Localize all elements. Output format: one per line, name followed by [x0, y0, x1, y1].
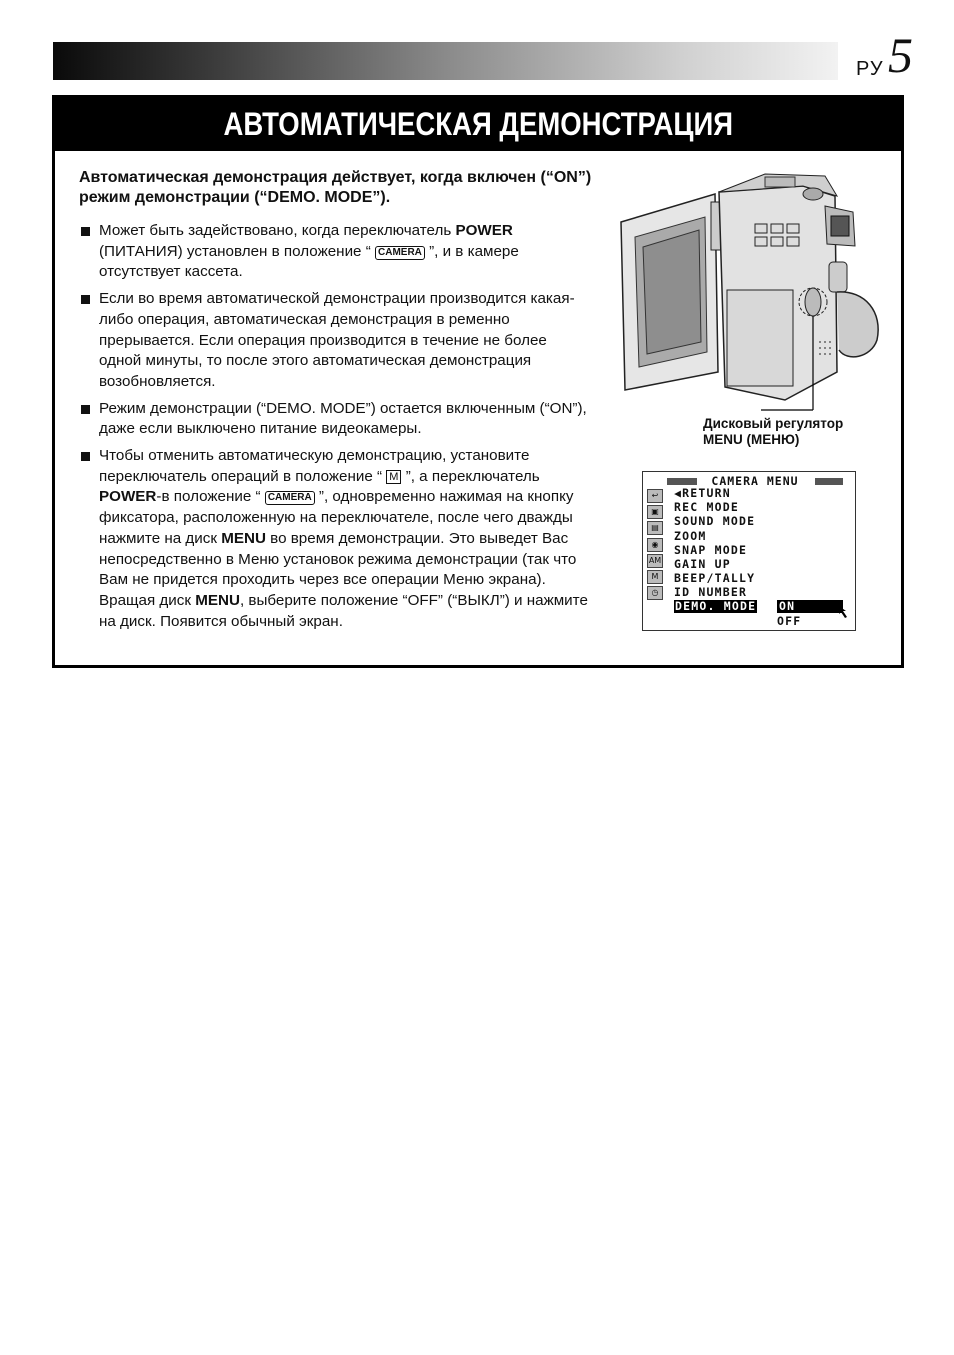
list-item: Режим демонстрации (“DEMO. MODE”) остается включенным (“ON”), даже если выключено питание видеокамеры. [79, 399, 593, 440]
page-number: 5 [888, 27, 913, 83]
rec-mode-icon: ▣ [647, 505, 663, 519]
option-off[interactable]: OFF [777, 614, 802, 628]
zoom-icon: ◉ [647, 538, 663, 552]
section-title-bar [55, 98, 901, 151]
bullet-square-icon [81, 295, 90, 304]
header-gradient-bar [53, 42, 838, 80]
menu-item-beep-tally[interactable]: BEEP/TALLY [674, 571, 756, 586]
menu-item-snap-mode[interactable]: SNAP MODE [674, 542, 748, 557]
manual-mode-tag: M [386, 470, 401, 484]
list-item: Может быть задействовано, когда переключатель POWER (ПИТАНИЯ) установлен в положение “ CAMERA ”, и в камере отсутствует кассета. [79, 221, 593, 283]
auto-manual-icon: AM [647, 554, 663, 568]
bullet-square-icon [81, 405, 90, 414]
menu-item-sound-mode[interactable]: SOUND MODE [674, 514, 756, 529]
camera-mode-tag: CAMERA [375, 246, 425, 260]
menu-side-icons [647, 489, 663, 602]
sound-icon: ▤ [647, 521, 663, 535]
menu-item-demo-mode[interactable]: DEMO. MODE [675, 599, 757, 613]
camera-mode-tag: CAMERA [265, 491, 315, 505]
option-on[interactable]: ON [777, 600, 843, 613]
menu-item-list [674, 486, 755, 600]
content-frame [52, 95, 904, 668]
list-item: Если во время автоматической демонстрации производится какая-либо операция, автоматическая демонстрация в ременно прерывается. Если операция производится в течение не более одной минуты, то после этого автоматическая демонстрация возобновляется. [79, 289, 593, 393]
menu-item-rec-mode[interactable]: REC MODE [674, 500, 739, 515]
intro-paragraph: Автоматическая демонстрация действует, когда включен (“ON”) режим демонстрации (“DEMO. MODE”). [79, 169, 592, 206]
bullet-square-icon [81, 227, 90, 236]
camera-menu-screen [642, 471, 856, 631]
menu-item-zoom[interactable]: ZOOM [674, 528, 707, 543]
menu-title: CAMERA MENU [711, 474, 799, 488]
return-icon: ↩ [647, 489, 663, 503]
manual-icon: M [647, 570, 663, 584]
camcorder-illustration [615, 162, 885, 418]
pointer-arrow-icon [837, 604, 851, 620]
bullet-square-icon [81, 452, 90, 461]
section-title: АВТОМАТИЧЕСКАЯ ДЕМОНСТРАЦИЯ [223, 106, 733, 142]
clock-icon: ◷ [647, 586, 663, 600]
bullet-list [79, 221, 593, 638]
language-code: РУ [856, 58, 884, 80]
menu-item-return[interactable]: ◀RETURN [674, 486, 731, 500]
menu-item-id-number[interactable]: ID NUMBER [674, 585, 748, 600]
menu-item-gain-up[interactable]: GAIN UP [674, 556, 731, 571]
figure-caption: Дисковый регулятор MENU (МЕНЮ) [703, 416, 844, 447]
list-item: Чтобы отменить автоматическую демонстрацию, установите переключатель операций в положение “ M ”, а переключатель POWER-в положение “ CAMERA ”, одновременно нажимая на кнопку фиксатора, расположенную на переключателе, после чего дважды нажмите на диск MENU во время демонстрации. Это выведет Вас непосредственно в Меню установок режима демонстрации (так что Вам не придется проходить через все операции Меню экрана). Вращая диск MENU, выберите положение “OFF” (“ВЫКЛ”) и нажмите на диск. Появится обычный экран. [79, 446, 593, 632]
